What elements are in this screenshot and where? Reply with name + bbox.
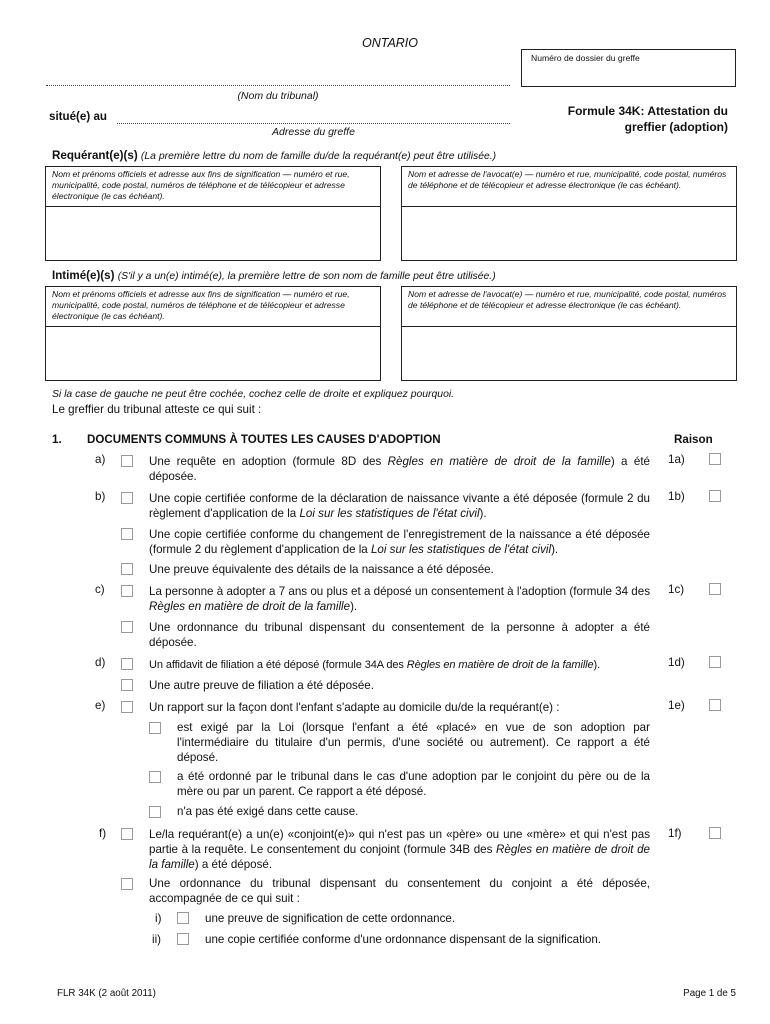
item-b-option-2-part1: Une copie certifiée conforme du changement de l'enregistrement de la naissance a été déposée (formule 2 du règlement d'application de la xyxy=(149,528,650,556)
item-f-sub-i-label: i) xyxy=(155,912,162,925)
item-d-option-1-part1: Un affidavit de filiation a été déposé (formule 34A des xyxy=(149,659,407,671)
item-d-option-2-checkbox[interactable] xyxy=(121,679,133,691)
respondent-lawyer-box[interactable] xyxy=(401,286,737,381)
item-b-option-1-part1: Une copie certifiée conforme de la déclaration de naissance vivante a été déposée (formule 2 du règlement d'application de la xyxy=(149,492,650,520)
item-c-option-2-text: Une ordonnance du tribunal dispensant du consentement de la personne à adopter a été déposée. xyxy=(149,621,650,649)
reason-1e-checkbox[interactable] xyxy=(709,699,721,711)
item-b-letter: b) xyxy=(95,490,106,503)
form-title xyxy=(530,104,728,135)
reason-1e-label: 1e) xyxy=(668,699,685,712)
reason-1d-label: 1d) xyxy=(668,656,685,669)
item-c-letter: c) xyxy=(95,583,105,596)
respondents-heading-row xyxy=(52,269,496,282)
page-number: Page 1 de 5 xyxy=(683,988,736,999)
province-title: ONTARIO xyxy=(361,36,419,50)
item-e-sub-1-text: est exigé par la Loi (lorsque l'enfant a été «placé» en vue de son adoption par l'intermédiaire du titulaire d'un permis, d'une société ou autrement). Ce rapport a été déposé. xyxy=(177,721,650,764)
respondent-name-address-box[interactable] xyxy=(45,286,381,381)
reason-1a-checkbox[interactable] xyxy=(709,453,721,465)
item-e-sub-3-checkbox[interactable] xyxy=(149,806,161,818)
item-f-option-2-checkbox[interactable] xyxy=(121,878,133,890)
item-f-option-1-text xyxy=(149,828,650,872)
item-b-option-3-checkbox[interactable] xyxy=(121,563,133,575)
court-address-caption: Adresse du greffe xyxy=(272,126,355,138)
item-a-letter: a) xyxy=(95,453,106,466)
item-f-sub-i-checkbox[interactable] xyxy=(177,912,189,924)
file-number-label: Numéro de dossier du greffe xyxy=(531,53,640,63)
item-e-sub-2-checkbox[interactable] xyxy=(149,771,161,783)
item-e-intro-text: Un rapport sur la façon dont l'enfant s'adapte au domicile du/de la requérant(e) : xyxy=(149,701,560,714)
item-a-checkbox[interactable] xyxy=(121,455,133,467)
item-c-option-2-checkbox[interactable] xyxy=(121,621,133,633)
item-a-text-part2: Règles en matière de droit de la famille xyxy=(387,455,611,468)
respondents-heading: Intimé(e)(s) xyxy=(52,269,115,282)
item-c-option-1-part3: ). xyxy=(350,599,358,613)
item-e-sub-3-text: n'a pas été exigé dans cette cause. xyxy=(177,805,359,818)
respondent-lawyer-label: Nom et adresse de l'avocat(e) — numéro et rue, municipalité, code postal, numéros de téléphone et de télécopieur et adresse électronique (le cas échéant). xyxy=(408,289,727,310)
court-address-line[interactable] xyxy=(117,123,510,124)
item-d-option-1-text xyxy=(149,658,650,673)
item-c-option-1-checkbox[interactable] xyxy=(121,585,133,597)
item-b-option-1-part2: Loi sur les statistiques de l'état civil xyxy=(299,506,480,520)
reason-1c-label: 1c) xyxy=(668,583,685,596)
item-a-text-part3: ) a été déposée. xyxy=(149,455,650,483)
item-d-letter: d) xyxy=(95,656,106,669)
applicant-lawyer-divider xyxy=(402,206,736,207)
item-b-option-3-text: Une preuve équivalente des détails de la naissance a été déposée. xyxy=(149,563,494,576)
respondents-note: (S'il y a un(e) intimé(e), la première lettre de son nom de famille peut être utilisée.) xyxy=(117,271,496,282)
item-b-option-1-text xyxy=(149,492,650,522)
file-number-field[interactable] xyxy=(521,49,736,87)
applicant-lawyer-box[interactable] xyxy=(401,166,737,261)
reason-column-header: Raison xyxy=(674,433,713,446)
checkbox-instruction: Si la case de gauche ne peut être cochée, cochez celle de droite et expliquez pourquoi. xyxy=(52,389,455,400)
court-name-line[interactable] xyxy=(46,85,510,86)
item-e-sub-1-checkbox[interactable] xyxy=(149,722,161,734)
item-f-option-2-text: Une ordonnance du tribunal dispensant du consentement du conjoint a été déposée, accompagnée de ce qui suit : xyxy=(149,877,650,905)
item-f-sub-ii-text: une copie certifiée conforme d'une ordonnance dispensant de la signification. xyxy=(205,933,602,946)
reason-1f-label: 1f) xyxy=(668,827,682,840)
item-b-option-1-part3: ). xyxy=(479,506,487,520)
form-code: FLR 34K (2 août 2011) xyxy=(57,988,156,999)
item-f-letter: f) xyxy=(99,827,107,840)
item-f-sub-ii-label: ii) xyxy=(152,933,162,946)
reason-1b-checkbox[interactable] xyxy=(709,490,721,502)
item-e-sub-2-text: a été ordonné par le tribunal dans le cas d'une adoption par le conjoint du père ou de la mère ou par un parent. Ce rapport a été déposé. xyxy=(177,770,650,798)
court-name-caption: (Nom du tribunal) xyxy=(237,90,319,102)
reason-1f-checkbox[interactable] xyxy=(709,827,721,839)
item-a-text-part1: Une requête en adoption (formule 8D des xyxy=(149,455,388,468)
item-b-option-1-checkbox[interactable] xyxy=(121,492,133,504)
respondent-label-divider xyxy=(46,326,380,327)
applicants-heading-row xyxy=(52,149,496,162)
item-e-checkbox[interactable] xyxy=(121,701,133,713)
attestation-intro: Le greffier du tribunal atteste ce qui suit : xyxy=(52,403,262,416)
situated-at-label: situé(e) au xyxy=(49,110,107,123)
respondent-name-address-label: Nom et prénoms officiels et adresse aux fins de signification — numéro et rue, municipalité, code postal, numéros de téléphone et de télécopieur et adresse électronique (le cas échéant). xyxy=(52,289,350,321)
applicants-note: (La première lettre du nom de famille du/de la requérant(e) peut être utilisée.) xyxy=(140,151,497,162)
reason-1d-checkbox[interactable] xyxy=(709,656,721,668)
form-title-line-2: greffier (adoption) xyxy=(624,119,728,134)
item-f-sub-ii-checkbox[interactable] xyxy=(177,933,189,945)
item-b-option-2-part3: ). xyxy=(551,542,559,556)
item-b-option-2-text xyxy=(149,528,650,558)
item-d-option-2-text: Une autre preuve de filiation a été déposée. xyxy=(149,679,374,692)
item-d-option-1-checkbox[interactable] xyxy=(121,658,133,670)
item-d-option-1-part2: Règles en matière de droit de la famille xyxy=(406,659,594,671)
item-a-text xyxy=(149,455,650,485)
applicants-heading: Requérant(e)(s) xyxy=(52,149,138,162)
item-c-option-1-part2: Règles en matière de droit de la famille xyxy=(149,599,351,613)
item-f-option-1-part1: Le/la requérant(e) a un(e) «conjoint(e)» qui n'est pas un «père» ou une «mère» et qui n'est pas partie à la requête. Le consentement du conjoint (formule 34B des xyxy=(149,828,650,856)
form-title-line-1: Formule 34K: Attestation du xyxy=(567,104,728,118)
respondent-lawyer-divider xyxy=(402,326,736,327)
item-c-option-1-part1: La personne à adopter a 7 ans ou plus et a déposé un consentement à l'adoption (formule 34 des xyxy=(149,585,650,598)
reason-1b-label: 1b) xyxy=(668,490,685,503)
reason-1a-label: 1a) xyxy=(668,453,685,466)
applicant-lawyer-label: Nom et adresse de l'avocat(e) — numéro et rue, municipalité, code postal, numéros de téléphone et de télécopieur et adresse électronique (le cas échéant). xyxy=(408,169,727,190)
item-b-option-2-part2: Loi sur les statistiques de l'état civil xyxy=(370,542,552,556)
item-c-option-1-text xyxy=(149,585,650,615)
item-f-option-1-part3: ) a été déposé. xyxy=(194,857,273,871)
applicant-label-divider xyxy=(46,206,380,207)
reason-1c-checkbox[interactable] xyxy=(709,583,721,595)
item-f-option-1-checkbox[interactable] xyxy=(121,828,133,840)
applicant-name-address-label: Nom et prénoms officiels et adresse aux fins de signification — numéro et rue, municipalité, code postal, numéros de téléphone et de télécopieur et adresse électronique (le cas échéant). xyxy=(52,169,350,201)
section-1-number: 1. xyxy=(52,433,62,446)
item-f-option-1-part2: Règles en matière de droit de la famille xyxy=(149,842,650,871)
item-b-option-2-checkbox[interactable] xyxy=(121,528,133,540)
applicant-name-address-box[interactable] xyxy=(45,166,381,261)
item-e-letter: e) xyxy=(95,699,106,712)
section-1-title: DOCUMENTS COMMUNS À TOUTES LES CAUSES D'ADOPTION xyxy=(87,433,441,446)
item-f-sub-i-text: une preuve de signification de cette ordonnance. xyxy=(205,912,456,925)
item-d-option-1-part3: ). xyxy=(593,659,601,671)
